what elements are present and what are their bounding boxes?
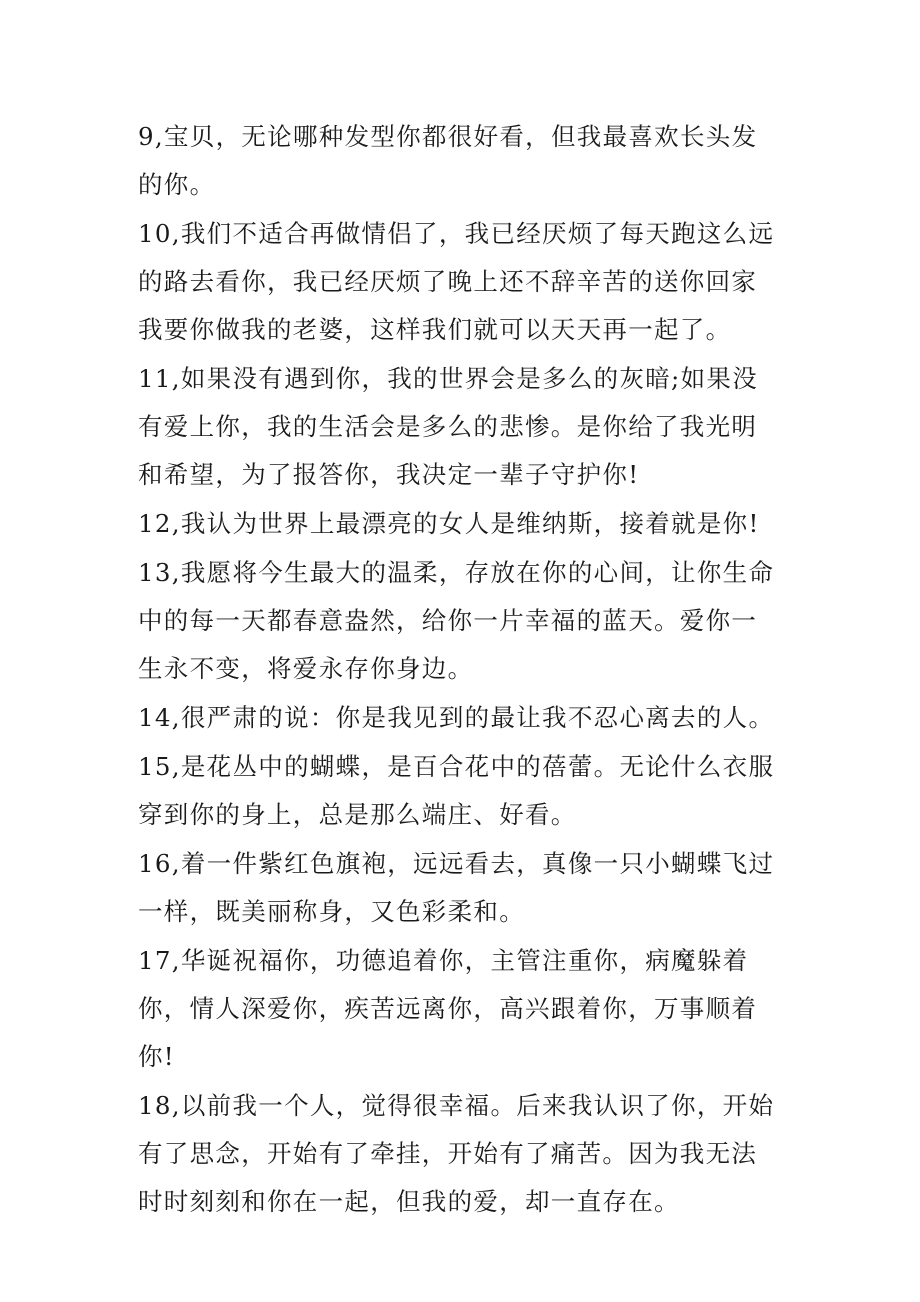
document-body — [138, 113, 778, 1226]
paragraph-16: 16,着一件紫红色旗袍，远远看去，真像一只小蝴蝶飞过一样，既美丽称身，又色彩柔和。 — [138, 849, 775, 926]
paragraph-18: 18,以前我一个人，觉得很幸福。后来我认识了你，开始有了思念，开始有了牵挂，开始有了痛苦。因为我无法时时刻刻和你在一起，但我的爱，却一直存在。 — [138, 1091, 775, 1216]
paragraph-12: 12,我认为世界上最漂亮的女人是维纳斯，接着就是你! — [138, 509, 760, 538]
paragraph-11: 11,如果没有遇到你，我的世界会是多么的灰暗;如果没有爱上你，我的生活会是多么的悲惨。是你给了我光明和希望，为了报答你，我决定一辈子守护你! — [138, 364, 759, 489]
paragraph-9: 9,宝贝，无论哪种发型你都很好看，但我最喜欢长头发的你。 — [138, 122, 758, 199]
paragraph-17: 17,华诞祝福你，功德追着你，主管注重你，病魔躲着你，情人深爱你，疾苦远离你，高兴跟着你，万事顺着你! — [138, 946, 758, 1071]
paragraph-15: 15,是花丛中的蝴蝶，是百合花中的蓓蕾。无论什么衣服穿到你的身上，总是那么端庄、好看。 — [138, 752, 775, 829]
paragraph-10: 10,我们不适合再做情侣了，我已经厌烦了每天跑这么远的路去看你，我已经厌烦了晚上还不辞辛苦的送你回家我要你做我的老婆，这样我们就可以天天再一起了。 — [138, 219, 775, 344]
paragraph-13: 13,我愿将今生最大的温柔，存放在你的心间，让你生命中的每一天都春意盎然，给你一片幸福的蓝天。爱你一生永不变，将爱永存你身边。 — [138, 558, 775, 683]
paragraph-14: 14,很严肃的说：你是我见到的最让我不忍心离去的人。 — [138, 703, 775, 732]
